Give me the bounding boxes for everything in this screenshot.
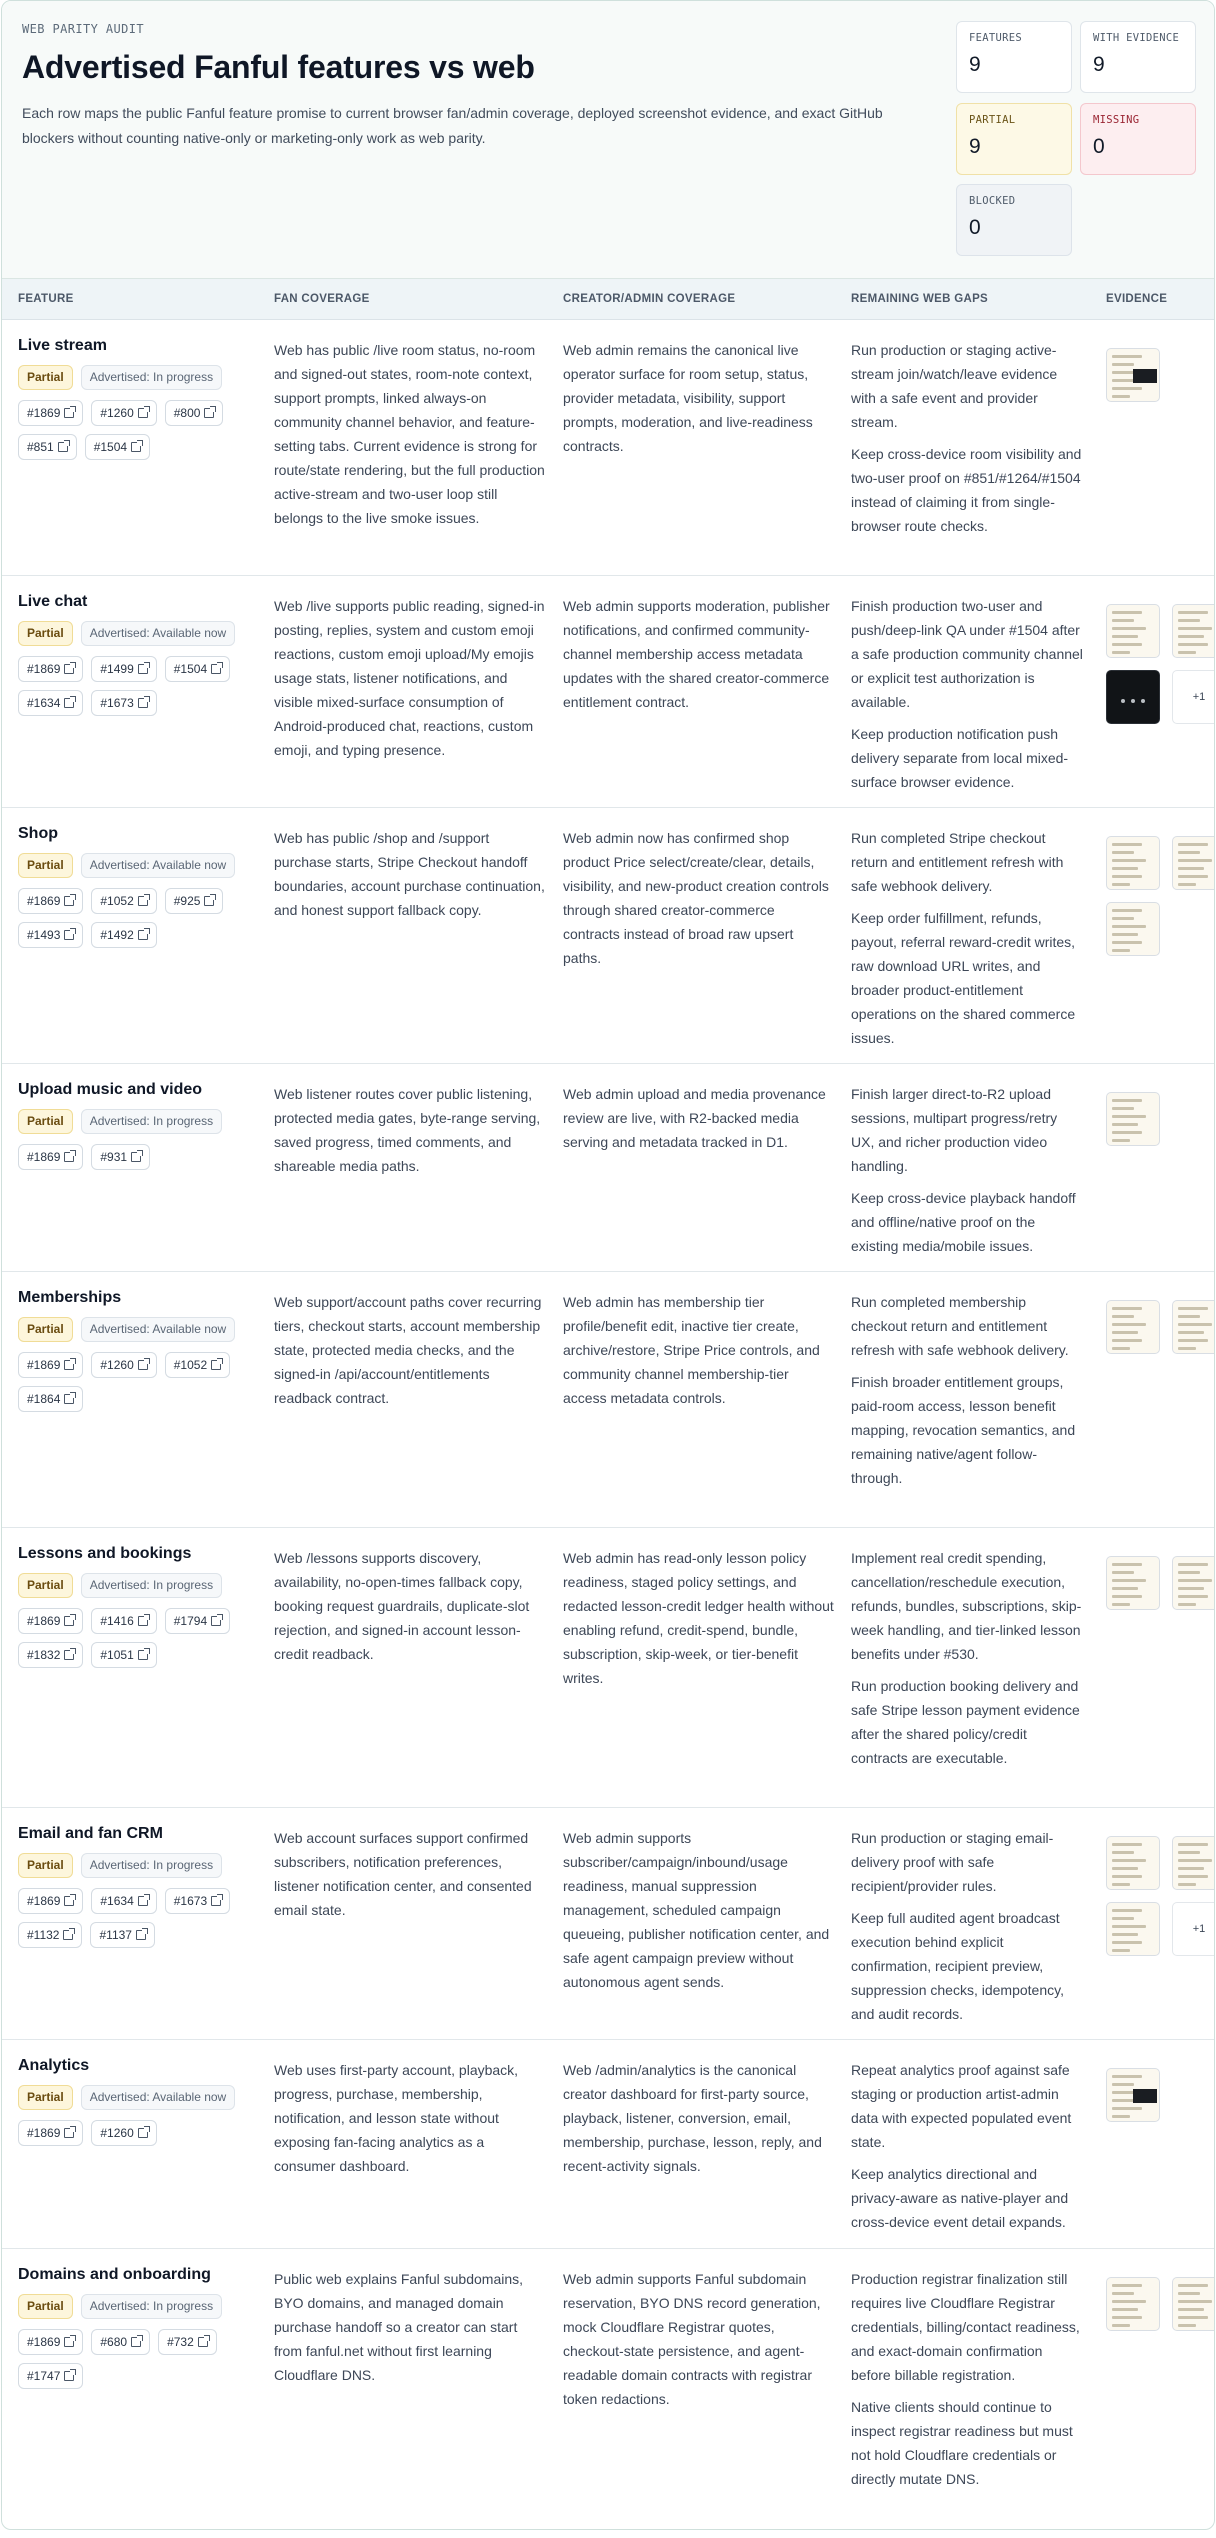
- status-badges: [18, 621, 263, 646]
- fan-coverage-text: Web has public /live room status, no-room and signed-out states, room-note context, support prompts, linked always-on community channel behavior, and feature-setting tabs. Current evidence is strong for route/state rendering, but the full production active-stream and two-user loop still belongs to the live smoke issues.: [274, 342, 545, 526]
- issue-number[interactable]: #1673: [100, 696, 134, 710]
- issue-number[interactable]: #1416: [100, 1614, 134, 1628]
- status-badge-partial: Partial: [18, 621, 73, 646]
- github-issue-link[interactable]: [91, 888, 156, 914]
- evidence-screenshot-thumbnail[interactable]: [1172, 836, 1215, 890]
- github-issue-link[interactable]: [18, 1386, 83, 1412]
- admin-coverage-text: Web admin remains the canonical live operator surface for room setup, status, provider metadata, visibility, support prompts, moderation, and live-readiness contracts.: [563, 342, 813, 454]
- page-kicker: WEB PARITY AUDIT: [22, 22, 144, 36]
- web-gap-item: Keep order fulfillment, refunds, payout, referral reward-credit writes, raw download URL writes, and broader product-entitlement operations on the shared commerce issues.: [851, 910, 1076, 1046]
- parity-audit-panel: [1, 0, 1215, 2530]
- evidence-cell: [1106, 2277, 1214, 2417]
- page-subtitle: Each row maps the public Fanful feature promise to current browser fan/admin coverage, deployed screenshot evidence, and exact GitHub blockers without counting native-only or marketing-only work as web parity.: [22, 105, 883, 146]
- issue-number[interactable]: #1634: [100, 1894, 134, 1908]
- web-gaps-cell: [851, 338, 1083, 546]
- issue-number[interactable]: #1869: [27, 2126, 61, 2140]
- evidence-screenshot-thumbnail[interactable]: [1106, 1836, 1160, 1890]
- issue-number[interactable]: #1869: [27, 2335, 61, 2349]
- issue-number[interactable]: #1132: [27, 1928, 60, 1942]
- evidence-cell: [1106, 2068, 1214, 2208]
- external-link-icon: [64, 1360, 74, 1370]
- github-issue-link[interactable]: [91, 400, 156, 426]
- status-badge-partial: Partial: [18, 1573, 73, 1598]
- github-issue-link[interactable]: [165, 1352, 230, 1378]
- stat-with-evidence: [1080, 21, 1196, 93]
- status-badges: [18, 1109, 263, 1134]
- external-link-icon: [131, 1152, 141, 1162]
- external-link-icon: [64, 664, 74, 674]
- web-gap-item: Finish broader entitlement groups, paid-room access, lesson benefit mapping, revocation semantics, and remaining native/agent follow-through.: [851, 1374, 1076, 1486]
- external-link-icon: [211, 1360, 221, 1370]
- web-gap-item: Implement real credit spending, cancellation/reschedule execution, refunds, bundles, subscriptions, skip-week handling, and tier-linked lesson benefits under #530.: [851, 1550, 1082, 1662]
- issue-number[interactable]: #1504: [93, 440, 128, 454]
- admin-coverage-text: Web admin now has confirmed shop product Price select/create/clear, details, visibility, and new-product creation controls through shared creator-commerce contracts instead of broad raw upsert paths.: [563, 830, 829, 966]
- issue-number[interactable]: #851: [27, 440, 54, 454]
- external-link-icon: [58, 442, 68, 452]
- fan-coverage-text: Web uses first-party account, playback, progress, purchase, membership, notification, and lesson state without exposing fan-facing analytics as a consumer dashboard.: [274, 2062, 519, 2174]
- feature-cell: [18, 337, 263, 460]
- evidence-screenshot-thumbnail[interactable]: [1106, 2277, 1160, 2331]
- issue-number[interactable]: #1869: [27, 1894, 61, 1908]
- web-gaps-cell: [851, 2058, 1083, 2242]
- github-issue-link[interactable]: [91, 1642, 156, 1668]
- github-issue-link[interactable]: [91, 1888, 156, 1914]
- github-issue-links: [18, 400, 263, 460]
- issue-number[interactable]: #1052: [173, 1358, 208, 1372]
- admin-coverage-text: Web admin upload and media provenance review are live, with R2-backed media serving and metadata tracked in D1.: [563, 1086, 826, 1150]
- status-badge-partial: Partial: [18, 1317, 73, 1342]
- github-issue-link[interactable]: [18, 1144, 83, 1170]
- stat-value: 9: [969, 135, 981, 158]
- status-badges: [18, 853, 263, 878]
- issue-number[interactable]: #1832: [27, 1648, 61, 1662]
- web-gap-item: Production registrar finalization still requires live Cloudflare Registrar credentials, billing/contact readiness, and exact-domain confirmation before billable registration.: [851, 2271, 1080, 2383]
- external-link-icon: [64, 1152, 74, 1162]
- issue-number[interactable]: #1864: [27, 1392, 61, 1406]
- table-row: [2, 1064, 1214, 1272]
- github-issue-link[interactable]: [18, 888, 83, 914]
- advertised-status-badge: Advertised: In progress: [81, 1109, 222, 1134]
- web-gap-item: Keep production notification push delivery separate from local mixed-surface browser evidence.: [851, 726, 1069, 790]
- issue-number[interactable]: #1673: [173, 1894, 208, 1908]
- evidence-screenshot-thumbnail[interactable]: [1106, 2068, 1160, 2122]
- admin-coverage-text: Web /admin/analytics is the canonical creator dashboard for first-party source, playback, listener, conversion, email, membership, purchase, lesson, reply, and recent-activity signals.: [563, 2062, 822, 2174]
- external-link-icon: [138, 1896, 148, 1906]
- web-gap-item: Repeat analytics proof against safe staging or production artist-admin data with expected populated event state.: [851, 2062, 1072, 2150]
- fan-coverage-text: Web has public /shop and /support purchase starts, Stripe Checkout handoff boundaries, account purchase continuation, and honest support fallback copy.: [274, 830, 545, 918]
- external-link-icon: [138, 698, 148, 708]
- issue-number[interactable]: #925: [173, 894, 201, 908]
- external-link-icon: [138, 664, 148, 674]
- external-link-icon: [138, 2128, 148, 2138]
- github-issue-link[interactable]: [165, 400, 224, 426]
- external-link-icon: [138, 1616, 148, 1626]
- feature-cell: [18, 1289, 263, 1412]
- github-issue-link[interactable]: [91, 2120, 156, 2146]
- issue-number[interactable]: #1869: [27, 894, 61, 908]
- column-header-admin-coverage: CREATOR/ADMIN COVERAGE: [563, 293, 736, 305]
- github-issue-links: [18, 888, 263, 948]
- issue-number[interactable]: #800: [173, 406, 201, 420]
- column-header-feature: FEATURE: [18, 293, 74, 305]
- evidence-cell: [1106, 1092, 1214, 1232]
- github-issue-link[interactable]: [18, 2120, 83, 2146]
- issue-number[interactable]: #1504: [173, 662, 208, 676]
- audit-header: [2, 1, 1214, 279]
- table-header: [2, 279, 1214, 320]
- stat-label: PARTIAL: [969, 114, 1016, 126]
- web-gap-item: Run production or staging email-delivery proof with safe recipient/provider rules.: [851, 1830, 1054, 1894]
- evidence-screenshot-thumbnail[interactable]: [1106, 836, 1160, 890]
- status-badges: [18, 2085, 263, 2110]
- web-gaps-cell: [851, 594, 1083, 802]
- github-issue-link[interactable]: [158, 2329, 217, 2355]
- web-gaps-cell: [851, 1082, 1083, 1266]
- external-link-icon: [64, 1896, 74, 1906]
- github-issue-links: [18, 656, 263, 716]
- external-link-icon: [64, 1650, 74, 1660]
- external-link-icon: [64, 698, 74, 708]
- feature-cell: [18, 825, 263, 948]
- web-gap-item: Finish larger direct-to-R2 upload sessions, multipart progress/retry UX, and richer production video handling.: [851, 1086, 1058, 1174]
- external-link-icon: [131, 442, 141, 452]
- feature-name: Memberships: [18, 1289, 122, 1306]
- stat-label: BLOCKED: [969, 195, 1016, 207]
- column-header-evidence: EVIDENCE: [1106, 293, 1168, 305]
- evidence-cell: [1106, 1300, 1214, 1440]
- evidence-screenshot-thumbnail[interactable]: [1172, 1556, 1215, 1610]
- issue-number[interactable]: #1794: [173, 1614, 208, 1628]
- stat-blocked: [956, 184, 1072, 256]
- status-badges: [18, 2294, 263, 2319]
- feature-name: Upload music and video: [18, 1081, 203, 1098]
- feature-cell: [18, 1825, 263, 1948]
- feature-name: Live chat: [18, 593, 88, 610]
- evidence-cell: [1106, 604, 1214, 744]
- external-link-icon: [204, 896, 214, 906]
- fan-coverage-text: Web /live supports public reading, signed-in posting, replies, system and custom emoji reactions, custom emoji upload/My emojis usage stats, listener notifications, and visible mixed-surface consumption of Android-produced chat, reactions, custom emoji, and typing presence.: [274, 598, 545, 758]
- issue-number[interactable]: #931: [100, 1150, 128, 1164]
- table-row: [2, 1272, 1214, 1528]
- web-gap-item: Keep cross-device playback handoff and offline/native proof on the existing media/mobile issues.: [851, 1190, 1076, 1254]
- external-link-icon: [211, 1896, 221, 1906]
- stat-partial: [956, 103, 1072, 175]
- github-issue-link[interactable]: [91, 656, 156, 682]
- status-badge-partial: Partial: [18, 2294, 73, 2319]
- github-issue-link[interactable]: [91, 1352, 156, 1378]
- github-issue-link[interactable]: [91, 1144, 150, 1170]
- github-issue-link[interactable]: [165, 1608, 230, 1634]
- external-link-icon: [204, 408, 214, 418]
- column-header-fan-coverage: FAN COVERAGE: [274, 293, 370, 305]
- page-title: Advertised Fanful features vs web: [22, 49, 535, 85]
- github-issue-link[interactable]: [18, 1922, 82, 1948]
- stat-features: [956, 21, 1072, 93]
- feature-name: Live stream: [18, 337, 107, 354]
- github-issue-link[interactable]: [18, 2329, 83, 2355]
- external-link-icon: [64, 930, 74, 940]
- feature-name: Email and fan CRM: [18, 1825, 163, 1842]
- external-link-icon: [64, 1394, 74, 1404]
- github-issue-links: [18, 1888, 263, 1948]
- external-link-icon: [64, 2337, 74, 2347]
- stat-label: WITH EVIDENCE: [1093, 32, 1180, 44]
- external-link-icon: [64, 408, 74, 418]
- evidence-cell: [1106, 348, 1214, 488]
- issue-number[interactable]: #1499: [100, 662, 134, 676]
- github-issue-link[interactable]: [91, 690, 156, 716]
- table-row: [2, 808, 1214, 1064]
- evidence-screenshot-thumbnail[interactable]: [1106, 348, 1160, 402]
- evidence-screenshot-thumbnail[interactable]: [1172, 1300, 1215, 1354]
- feature-cell: [18, 2057, 263, 2146]
- status-badge-partial: Partial: [18, 853, 73, 878]
- issue-number[interactable]: #1869: [27, 1150, 61, 1164]
- feature-name: Domains and onboarding: [18, 2266, 211, 2283]
- web-gap-item: Run production or staging active-stream join/watch/leave evidence with a safe event and provider stream.: [851, 342, 1058, 430]
- github-issue-link[interactable]: [18, 690, 83, 716]
- external-link-icon: [64, 896, 74, 906]
- web-gap-item: Native clients should continue to inspect registrar readiness but must not hold Cloudflare credentials or directly mutate DNS.: [851, 2399, 1073, 2487]
- issue-number[interactable]: #732: [167, 2335, 194, 2349]
- status-badges: [18, 1573, 263, 1598]
- stat-value: 0: [969, 216, 981, 239]
- feature-name: Analytics: [18, 2057, 90, 2074]
- github-issue-links: [18, 1352, 263, 1412]
- feature-name: Lessons and bookings: [18, 1545, 192, 1562]
- advertised-status-badge: Advertised: Available now: [81, 1317, 236, 1342]
- evidence-screenshot-thumbnail[interactable]: [1106, 1556, 1160, 1610]
- web-gap-item: Run production booking delivery and safe Stripe lesson payment evidence after the shared policy/credit contracts are executable.: [851, 1678, 1080, 1766]
- issue-number[interactable]: #1869: [27, 662, 61, 676]
- fan-coverage-text: Web account surfaces support confirmed subscribers, notification preferences, listener notification center, and consented email state.: [274, 1830, 532, 1918]
- more-evidence-button[interactable]: +1: [1172, 1902, 1215, 1956]
- issue-number[interactable]: #1260: [100, 1358, 134, 1372]
- web-gap-item: Finish production two-user and push/deep-link QA under #1504 after a safe production community channel or explicit test authorization is available.: [851, 598, 1083, 710]
- status-badge-partial: Partial: [18, 365, 73, 390]
- feature-cell: [18, 2266, 263, 2389]
- evidence-screenshot-thumbnail[interactable]: [1106, 902, 1160, 956]
- external-link-icon: [138, 1360, 148, 1370]
- issue-number[interactable]: #1492: [100, 928, 134, 942]
- github-issue-link[interactable]: [91, 1608, 156, 1634]
- fan-coverage-text: Web support/account paths cover recurring tiers, checkout starts, account membership state, protected media checks, and the signed-in /api/account/entitlements readback contract.: [274, 1294, 542, 1406]
- advertised-status-badge: Advertised: In progress: [81, 365, 222, 390]
- advertised-status-badge: Advertised: Available now: [81, 621, 236, 646]
- web-gaps-cell: [851, 1546, 1083, 1778]
- evidence-screenshot-thumbnail[interactable]: [1106, 1902, 1160, 1956]
- status-badges: [18, 365, 263, 390]
- github-issue-link[interactable]: [18, 434, 77, 460]
- table-row: [2, 2249, 1214, 2529]
- table-row: [2, 576, 1214, 808]
- status-badge-partial: Partial: [18, 1109, 73, 1134]
- issue-number[interactable]: #1137: [99, 1928, 132, 1942]
- fan-coverage-text: Web /lessons supports discovery, availability, no-open-times fallback copy, booking request guardrails, duplicate-slot rejection, and signed-in account lesson-credit readback.: [274, 1550, 530, 1662]
- external-link-icon: [138, 408, 148, 418]
- evidence-screenshot-thumbnail[interactable]: [1172, 1836, 1215, 1890]
- github-issue-link[interactable]: [165, 888, 224, 914]
- evidence-screenshot-thumbnail[interactable]: [1106, 1300, 1160, 1354]
- github-issue-links: [18, 1608, 263, 1668]
- web-gap-item: Keep cross-device room visibility and two-user proof on #851/#1264/#1504 instead of claiming it from single-browser route checks.: [851, 446, 1082, 534]
- external-link-icon: [138, 1650, 148, 1660]
- advertised-status-badge: Advertised: In progress: [81, 2294, 222, 2319]
- external-link-icon: [138, 930, 148, 940]
- github-issue-link[interactable]: [165, 656, 230, 682]
- stat-value: 0: [1093, 135, 1105, 158]
- external-link-icon: [63, 1930, 73, 1940]
- github-issue-link[interactable]: [85, 434, 150, 460]
- evidence-screenshot-thumbnail[interactable]: [1172, 604, 1215, 658]
- issue-number[interactable]: #1869: [27, 406, 61, 420]
- external-link-icon: [64, 2128, 74, 2138]
- issue-number[interactable]: #1634: [27, 696, 61, 710]
- admin-coverage-text: Web admin supports subscriber/campaign/inbound/usage readiness, manual suppression management, scheduled campaign queueing, publisher notification center, and safe agent campaign preview without autonomous agent sends.: [563, 1830, 830, 1990]
- github-issue-links: [18, 1144, 263, 1170]
- stat-label: FEATURES: [969, 32, 1022, 44]
- feature-cell: [18, 1081, 263, 1170]
- issue-number[interactable]: #1260: [100, 406, 134, 420]
- github-issue-link[interactable]: [18, 1642, 83, 1668]
- evidence-cell: [1106, 1836, 1214, 1976]
- issue-number[interactable]: #1747: [27, 2369, 61, 2383]
- stat-value: 9: [969, 53, 981, 76]
- github-issue-link[interactable]: [18, 400, 83, 426]
- github-issue-link[interactable]: [18, 1888, 83, 1914]
- github-issue-link[interactable]: [18, 922, 83, 948]
- external-link-icon: [131, 2337, 141, 2347]
- column-header-web-gaps: REMAINING WEB GAPS: [851, 293, 989, 305]
- feature-cell: [18, 593, 263, 716]
- status-badge-partial: Partial: [18, 1853, 73, 1878]
- github-issue-link[interactable]: [91, 2329, 150, 2355]
- github-issue-link[interactable]: [18, 1608, 83, 1634]
- evidence-cell: [1106, 836, 1214, 976]
- web-gaps-cell: [851, 2267, 1083, 2499]
- fan-coverage-text: Web listener routes cover public listening, protected media gates, byte-range serving, saved progress, timed comments, and shareable media paths.: [274, 1086, 541, 1174]
- web-gaps-cell: [851, 826, 1083, 1058]
- github-issue-link[interactable]: [91, 922, 156, 948]
- github-issue-link[interactable]: [18, 2363, 83, 2389]
- evidence-screenshot-thumbnail[interactable]: [1172, 2277, 1215, 2331]
- github-issue-links: [18, 2329, 263, 2389]
- web-gaps-cell: [851, 1826, 1083, 2034]
- advertised-status-badge: Advertised: Available now: [81, 2085, 236, 2110]
- evidence-cell: [1106, 1556, 1214, 1696]
- fan-coverage-text: Public web explains Fanful subdomains, BYO domains, and managed domain purchase handoff so a creator can start from fanful.net without first learning Cloudflare DNS.: [274, 2271, 524, 2383]
- issue-number[interactable]: #1260: [100, 2126, 134, 2140]
- web-gaps-cell: [851, 1290, 1083, 1498]
- feature-name: Shop: [18, 825, 58, 842]
- issue-number[interactable]: #680: [100, 2335, 128, 2349]
- table-body: [2, 320, 1214, 2529]
- status-badges: [18, 1317, 263, 1342]
- external-link-icon: [211, 1616, 221, 1626]
- web-gap-item: Keep full audited agent broadcast execution behind explicit confirmation, recipient preview, suppression checks, idempotency, and audit records.: [851, 1910, 1064, 2022]
- external-link-icon: [211, 664, 221, 674]
- issue-number[interactable]: #1869: [27, 1614, 61, 1628]
- advertised-status-badge: Advertised: In progress: [81, 1573, 222, 1598]
- web-gap-item: Run completed Stripe checkout return and entitlement refresh with safe webhook delivery.: [851, 830, 1064, 894]
- admin-coverage-text: Web admin has membership tier profile/benefit edit, inactive tier create, archive/restore, Stripe Price controls, and community channel membership-tier access metadata controls.: [563, 1294, 820, 1406]
- table-row: [2, 320, 1214, 576]
- issue-number[interactable]: #1051: [100, 1648, 134, 1662]
- github-issue-link[interactable]: [18, 656, 83, 682]
- issue-number[interactable]: #1052: [100, 894, 134, 908]
- table-row: [2, 2040, 1214, 2249]
- status-badges: [18, 1853, 263, 1878]
- admin-coverage-text: Web admin has read-only lesson policy readiness, staged policy settings, and redacted lesson-credit ledger health without enabling refund, credit-spend, bundle, subscription, skip-week, or tier-benefit writes.: [563, 1550, 834, 1686]
- external-link-icon: [198, 2337, 208, 2347]
- github-issue-link[interactable]: [90, 1922, 154, 1948]
- web-gap-item: Keep analytics directional and privacy-aware as native-player and cross-device event detail expands.: [851, 2166, 1069, 2230]
- feature-cell: [18, 1545, 263, 1668]
- issue-number[interactable]: #1493: [27, 928, 61, 942]
- status-badge-partial: Partial: [18, 2085, 73, 2110]
- table-row: [2, 1528, 1214, 1808]
- stat-label: MISSING: [1093, 114, 1140, 126]
- admin-coverage-text: Web admin supports Fanful subdomain reservation, BYO DNS record generation, mock Cloudflare Registrar quotes, checkout-state persistence, and agent-readable domain contracts with registrar token redactions.: [563, 2271, 821, 2407]
- stat-value: 9: [1093, 53, 1105, 76]
- evidence-screenshot-thumbnail[interactable]: [1106, 604, 1160, 658]
- external-link-icon: [64, 2371, 74, 2381]
- stat-missing: [1080, 103, 1196, 175]
- admin-coverage-text: Web admin supports moderation, publisher notifications, and confirmed community-channel membership access metadata updates with the shared creator-commerce entitlement contract.: [563, 598, 830, 710]
- issue-number[interactable]: #1869: [27, 1358, 61, 1372]
- github-issue-links: [18, 2120, 263, 2146]
- evidence-screenshot-thumbnail[interactable]: [1106, 670, 1160, 724]
- table-row: [2, 1808, 1214, 2040]
- advertised-status-badge: Advertised: In progress: [81, 1853, 222, 1878]
- web-gap-item: Run completed membership checkout return and entitlement refresh with safe webhook delivery.: [851, 1294, 1069, 1358]
- evidence-screenshot-thumbnail[interactable]: [1106, 1092, 1160, 1146]
- github-issue-link[interactable]: [165, 1888, 230, 1914]
- more-evidence-button[interactable]: +1: [1172, 670, 1215, 724]
- github-issue-link[interactable]: [18, 1352, 83, 1378]
- advertised-status-badge: Advertised: Available now: [81, 853, 236, 878]
- external-link-icon: [64, 1616, 74, 1626]
- external-link-icon: [136, 1930, 146, 1940]
- external-link-icon: [138, 896, 148, 906]
